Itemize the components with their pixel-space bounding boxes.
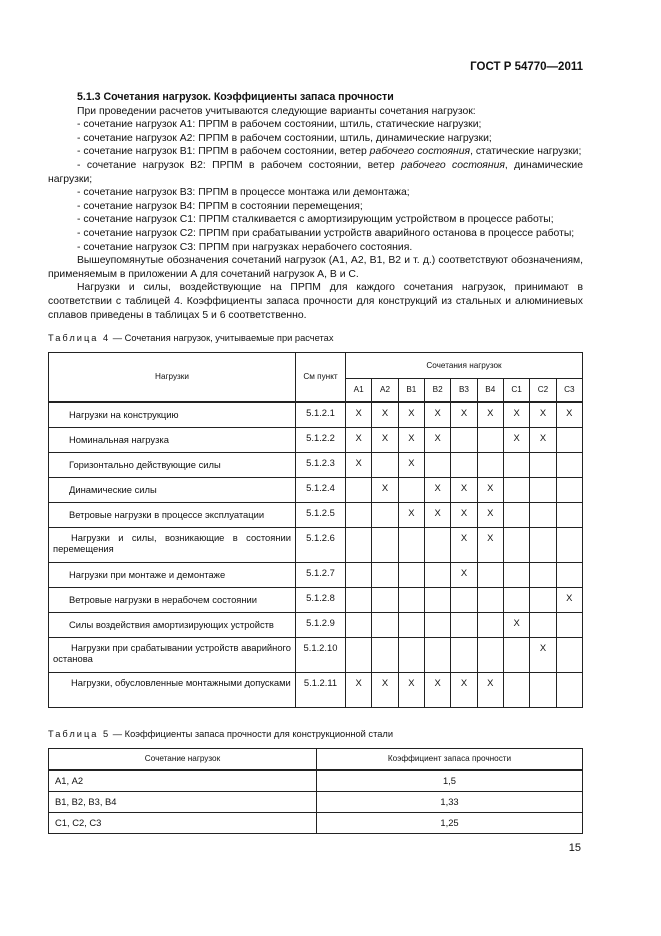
mark-cell: X (346, 452, 372, 477)
empty-cell (346, 587, 372, 612)
list-item-a2: - сочетание нагрузок А2: ПРПМ в рабочем состоянии, штиль, динамические нагрузки; (77, 132, 492, 144)
empty-cell (503, 672, 529, 707)
list-item-c2: - сочетание нагрузок С2: ПРПМ при срабатывании устройств аварийного останова в процессе работы; (77, 227, 575, 239)
mark-cell: X (346, 402, 372, 428)
table-5 (48, 748, 583, 834)
mark-cell: X (477, 672, 503, 707)
combo-header-В3: В3 (451, 379, 477, 402)
empty-cell (530, 452, 556, 477)
mark-cell: X (424, 402, 450, 428)
empty-cell (503, 562, 529, 587)
mark-cell: X (477, 402, 503, 428)
section-title: 5.1.3 Сочетания нагрузок. Коэффициенты запаса прочности (77, 91, 394, 103)
mark-cell: X (530, 427, 556, 452)
empty-cell (451, 587, 477, 612)
empty-cell (372, 612, 398, 637)
mark-cell: X (372, 672, 398, 707)
empty-cell (530, 562, 556, 587)
empty-cell (556, 672, 582, 707)
caption-text: — Сочетания нагрузок, учитываемые при расчетах (110, 333, 334, 344)
load-combination: В1, В2, В3, В4 (49, 791, 317, 812)
mark-cell: X (451, 402, 477, 428)
empty-cell (451, 452, 477, 477)
load-combination: А1, А2 (49, 770, 317, 792)
empty-cell (477, 427, 503, 452)
load-name: Горизонтально действующие силы (49, 452, 296, 477)
mark-cell: X (556, 587, 582, 612)
empty-cell (372, 562, 398, 587)
table-row (49, 477, 583, 502)
mark-cell: X (451, 477, 477, 502)
mark-cell: X (398, 427, 424, 452)
italic-term: рабочего состояния (401, 159, 505, 171)
text: - сочетание нагрузок В2: ПРПМ в рабочем состоянии, ветер (77, 159, 402, 171)
load-name: Силы воздействия амортизирующих устройств (49, 612, 296, 637)
safety-factor: 1,5 (317, 770, 583, 792)
empty-cell (530, 672, 556, 707)
empty-cell (556, 427, 582, 452)
empty-cell (372, 502, 398, 527)
clause-ref: 5.1.2.3 (296, 452, 346, 477)
empty-cell (530, 527, 556, 562)
table-row (49, 502, 583, 527)
table-4 (48, 352, 583, 708)
empty-cell (424, 562, 450, 587)
list-item-c3: - сочетание нагрузок С3: ПРПМ при нагрузках нерабочего состояния. (77, 241, 413, 253)
list-item-b3: - сочетание нагрузок В3: ПРПМ в процессе монтажа или демонтажа; (77, 187, 410, 199)
table5-caption (48, 728, 583, 740)
empty-cell (398, 562, 424, 587)
clause-ref: 5.1.2.7 (296, 562, 346, 587)
caption-label: Таблица 5 (48, 728, 111, 739)
table4-caption (48, 332, 583, 344)
empty-cell (556, 502, 582, 527)
mark-cell: X (503, 402, 529, 428)
combo-header-В2: В2 (424, 379, 450, 402)
empty-cell (398, 477, 424, 502)
table-row (49, 637, 583, 672)
empty-cell (477, 612, 503, 637)
empty-cell (424, 612, 450, 637)
empty-cell (503, 527, 529, 562)
empty-cell (346, 612, 372, 637)
mark-cell: X (424, 427, 450, 452)
combo-header-В1: В1 (398, 379, 424, 402)
mark-cell: X (424, 502, 450, 527)
mark-cell: X (398, 672, 424, 707)
load-name: Нагрузки, обусловленные монтажными допусками (49, 672, 296, 707)
mark-cell: X (346, 427, 372, 452)
list-item-b1 (48, 145, 583, 159)
table-row (49, 452, 583, 477)
empty-cell (556, 477, 582, 502)
empty-cell (372, 587, 398, 612)
mark-cell: X (398, 452, 424, 477)
empty-cell (503, 477, 529, 502)
combo-header-В4: В4 (477, 379, 503, 402)
safety-factor: 1,25 (317, 812, 583, 833)
combo-header-С3: С3 (556, 379, 582, 402)
empty-cell (477, 587, 503, 612)
empty-cell (451, 612, 477, 637)
mark-cell: X (477, 502, 503, 527)
empty-cell (530, 477, 556, 502)
mark-cell: X (556, 402, 582, 428)
clause-ref: 5.1.2.2 (296, 427, 346, 452)
col-header-combos: Сочетания нагрузок (346, 353, 583, 379)
table-row (49, 672, 583, 707)
safety-factor: 1,33 (317, 791, 583, 812)
clause-ref: 5.1.2.4 (296, 477, 346, 502)
mark-cell: X (398, 502, 424, 527)
mark-cell: X (451, 502, 477, 527)
col-header-combo: Сочетание нагрузок (49, 748, 317, 770)
clause-ref: 5.1.2.10 (296, 637, 346, 672)
clause-ref: 5.1.2.11 (296, 672, 346, 707)
mark-cell: X (372, 402, 398, 428)
caption-label: Таблица 4 (48, 333, 111, 344)
empty-cell (556, 612, 582, 637)
clause-ref: 5.1.2.6 (296, 527, 346, 562)
empty-cell (398, 612, 424, 637)
italic-term: рабочего состояния (369, 146, 471, 158)
list-item-b2 (48, 159, 583, 186)
combo-header-А1: А1 (346, 379, 372, 402)
load-name: Нагрузки при монтаже и демонтаже (49, 562, 296, 587)
empty-cell (503, 587, 529, 612)
page-number: 15 (568, 841, 581, 854)
load-name: Нагрузки при срабатывании устройств аварийного останова (49, 637, 296, 672)
caption-text: — Коэффициенты запаса прочности для конструкционной стали (110, 728, 394, 739)
empty-cell (451, 427, 477, 452)
empty-cell (477, 562, 503, 587)
empty-cell (556, 527, 582, 562)
col-header-loads: Нагрузки (49, 353, 296, 402)
paragraph-designations: Вышеупомянутые обозначения сочетаний нагрузок (А1, А2, В1, В2 и т. д.) соответствуют обозначениям, применяемым в приложении А для сочетаний нагрузок А, В и С. (48, 255, 583, 280)
empty-cell (530, 587, 556, 612)
mark-cell: X (451, 562, 477, 587)
empty-cell (530, 612, 556, 637)
load-name: Динамические силы (49, 477, 296, 502)
table-row (49, 812, 583, 833)
table-row (49, 402, 583, 428)
text: , динамические нагрузки; (48, 159, 584, 185)
mark-cell: X (477, 527, 503, 562)
mark-cell: X (372, 477, 398, 502)
empty-cell (503, 452, 529, 477)
col-header-ref: См пункт (296, 353, 346, 402)
mark-cell: X (424, 477, 450, 502)
table-row (49, 770, 583, 792)
load-combination: С1, С2, С3 (49, 812, 317, 833)
mark-cell: X (346, 672, 372, 707)
mark-cell: X (503, 427, 529, 452)
table-row (49, 527, 583, 562)
empty-cell (451, 637, 477, 672)
mark-cell: X (372, 427, 398, 452)
mark-cell: X (451, 672, 477, 707)
empty-cell (424, 587, 450, 612)
empty-cell (372, 637, 398, 672)
list-item-c1: - сочетание нагрузок С1: ПРПМ сталкивается с амортизирующим устройством в процессе работы; (77, 214, 554, 226)
mark-cell: X (477, 477, 503, 502)
empty-cell (346, 477, 372, 502)
clause-ref: 5.1.2.1 (296, 402, 346, 428)
load-name: Ветровые нагрузки в процессе эксплуатации (49, 502, 296, 527)
empty-cell (477, 452, 503, 477)
table-row (49, 562, 583, 587)
empty-cell (398, 587, 424, 612)
mark-cell: X (503, 612, 529, 637)
load-name: Нагрузки и силы, возникающие в состоянии перемещения (49, 527, 296, 562)
empty-cell (556, 452, 582, 477)
mark-cell: X (424, 672, 450, 707)
clause-ref: 5.1.2.5 (296, 502, 346, 527)
col-header-coefficient: Коэффициент запаса прочности (317, 748, 583, 770)
empty-cell (503, 502, 529, 527)
combo-header-А2: А2 (372, 379, 398, 402)
text: - сочетание нагрузок В1: ПРПМ в рабочем состоянии, ветер (77, 146, 370, 158)
empty-cell (556, 562, 582, 587)
mark-cell: X (530, 402, 556, 428)
body-text (48, 91, 583, 322)
empty-cell (346, 637, 372, 672)
load-name: Номинальная нагрузка (49, 427, 296, 452)
table-row (49, 791, 583, 812)
intro-paragraph: При проведении расчетов учитываются следующие варианты сочетания нагрузок: (77, 105, 476, 117)
empty-cell (424, 527, 450, 562)
document-header: ГОСТ Р 54770—2011 (470, 61, 583, 73)
combo-header-С1: С1 (503, 379, 529, 402)
list-item-b4: - сочетание нагрузок В4: ПРПМ в состоянии перемещения; (77, 200, 363, 212)
load-name: Ветровые нагрузки в нерабочем состоянии (49, 587, 296, 612)
list-item-a1: - сочетание нагрузок А1: ПРПМ в рабочем состоянии, штиль, статические нагрузки; (77, 119, 482, 131)
mark-cell: X (530, 637, 556, 672)
empty-cell (556, 637, 582, 672)
text: , статические нагрузки; (470, 146, 582, 158)
mark-cell: X (451, 527, 477, 562)
empty-cell (477, 637, 503, 672)
empty-cell (372, 527, 398, 562)
empty-cell (346, 527, 372, 562)
clause-ref: 5.1.2.8 (296, 587, 346, 612)
empty-cell (424, 452, 450, 477)
mark-cell: X (398, 402, 424, 428)
table-row (49, 612, 583, 637)
empty-cell (346, 562, 372, 587)
load-name: Нагрузки на конструкцию (49, 402, 296, 428)
empty-cell (424, 637, 450, 672)
empty-cell (398, 527, 424, 562)
table-row (49, 587, 583, 612)
paragraph-loads: Нагрузки и силы, воздействующие на ПРПМ для каждого сочетания нагрузок, принимают в соответствии с таблицей 4. Коэффициенты запаса прочности для конструкций из стальных и алюминиевых сплавов приведены в таблицах 5 и 6 соответственно. (48, 282, 583, 321)
combo-header-С2: С2 (530, 379, 556, 402)
empty-cell (398, 637, 424, 672)
table-row (49, 427, 583, 452)
empty-cell (503, 637, 529, 672)
empty-cell (372, 452, 398, 477)
empty-cell (530, 502, 556, 527)
empty-cell (346, 502, 372, 527)
page-content (48, 91, 583, 854)
clause-ref: 5.1.2.9 (296, 612, 346, 637)
